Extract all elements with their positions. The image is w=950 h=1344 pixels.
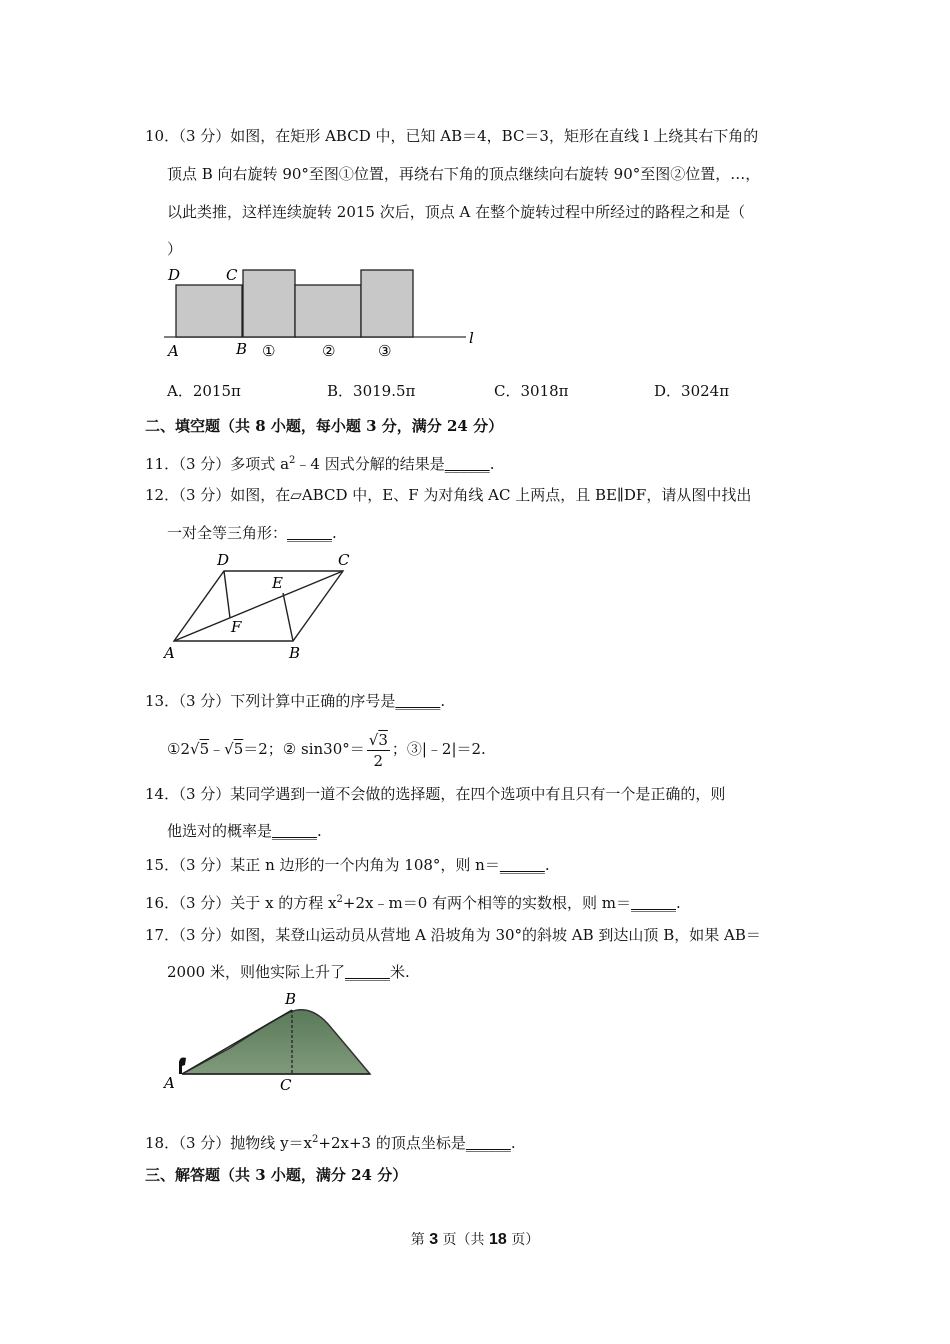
q13-line2 (167, 727, 486, 771)
sqrt-5-first: √5 (190, 740, 210, 758)
q10-line2: 顶点 B 向右旋转 90°至图①位置，再绕右下角的顶点继续向右旋转 90°至图②位置，…， (167, 165, 761, 183)
q16-text: （3 分）关于 x 的方程 x (171, 894, 337, 912)
label-l: l (469, 329, 474, 347)
q18 (145, 1130, 516, 1153)
q16 (145, 890, 681, 913)
q11-text: （3 分）多项式 a (171, 455, 290, 473)
q18-text: （3 分）抛物线 y＝x (171, 1134, 313, 1152)
fraction-sqrt3-over-2 (367, 730, 390, 771)
q18-blank: ______ (465, 1134, 511, 1152)
radicand-5: 5 (199, 740, 210, 758)
q15-number: 15． (145, 856, 180, 874)
q10-option-d: D．3024π (654, 382, 730, 400)
label-d: D (217, 551, 230, 569)
q17-mountain-figure (160, 988, 380, 1096)
label-a: A (164, 1074, 175, 1092)
q10-line4: ） (167, 240, 183, 258)
fraction-denominator: 2 (373, 751, 384, 770)
q14-blank: ______ (272, 822, 318, 840)
page-footer (0, 1229, 950, 1249)
q16-number: 16． (145, 894, 180, 912)
q15-blank: ______ (499, 856, 545, 874)
segment-be (283, 593, 293, 641)
q10-number: 10． (145, 127, 180, 145)
q16-exponent: 2 (336, 894, 343, 905)
q15-text: （3 分）某正 n 边形的一个内角为 108°，则 n＝ (171, 856, 500, 874)
rect-position-3 (361, 270, 413, 337)
label-circle-3: ③ (378, 342, 392, 360)
q17-end: 米. (389, 963, 410, 981)
q14-text-1: （3 分）某同学遇到一道不会做的选择题，在四个选项中有且只有一个是正确的，则 (171, 785, 726, 803)
q13-item2: ② sin30°＝ (282, 740, 365, 758)
q12-text-1: （3 分）如图，在▱ABCD 中，E、F 为对角线 AC 上两点，且 BE∥DF，请从图中找出 (171, 486, 752, 504)
label-a: A (164, 644, 175, 662)
label-circle-2: ② (322, 342, 336, 360)
footer-pre: 第 (410, 1232, 430, 1248)
q16-blank: ______ (631, 894, 677, 912)
fraction-numerator: √3 (368, 730, 388, 749)
q16-text-2: +2x﹣m＝0 有两个相等的实数根，则 m＝ (342, 894, 632, 912)
q13-line1 (145, 691, 445, 711)
q14-number: 14． (145, 785, 180, 803)
q15-end: . (544, 856, 550, 874)
radicand-3: 3 (378, 730, 388, 749)
q10-rectangle-figure (160, 262, 490, 367)
q12-blank: ______ (287, 524, 333, 542)
q13-item1-a: ①2 (167, 740, 190, 758)
q18-number: 18． (145, 1134, 180, 1152)
q10-option-a: A．2015π (167, 382, 241, 400)
label-a: A (168, 342, 179, 360)
rect-position-1 (243, 270, 295, 337)
q13-text: （3 分）下列计算中正确的序号是 (171, 692, 396, 710)
label-b: B (289, 644, 301, 662)
rect-abcd (176, 285, 242, 337)
q10-option-c: C．3018π (494, 382, 569, 400)
q11 (145, 451, 495, 474)
section-3-heading: 三、解答题（共 3 小题，满分 24 分） (145, 1166, 408, 1184)
segment-df (224, 571, 230, 618)
q11-blank: ______ (444, 455, 490, 473)
label-d: D (168, 266, 181, 284)
footer-total-pages: 18 (489, 1231, 507, 1248)
q17-text-2: 2000 米，则他实际上升了 (167, 963, 345, 981)
q12-line2 (167, 523, 337, 543)
q12-line1 (145, 485, 751, 505)
q13-number: 13． (145, 692, 180, 710)
q18-exponent: 2 (312, 1134, 319, 1145)
q10-option-b: B．3019.5π (327, 382, 416, 400)
q12-number: 12． (145, 486, 180, 504)
q10-line3: 以此类推，这样连续旋转 2015 次后，顶点 A 在整个旋转过程中所经过的路程之和是（ (167, 203, 746, 221)
sqrt-5-second: √5 (224, 740, 244, 758)
rect-position-2 (295, 285, 361, 337)
label-c: C (280, 1076, 292, 1094)
q14-line2 (167, 821, 322, 841)
q10-text-1: （3 分）如图，在矩形 ABCD 中，已知 AB＝4，BC＝3，矩形在直线 l 上绕其右下角的 (171, 127, 759, 145)
radicand-5b: 5 (233, 740, 244, 758)
section-2-heading: 二、填空题（共 8 小题，每小题 3 分，满分 24 分） (145, 417, 504, 435)
footer-mid: 页（共 (438, 1232, 489, 1248)
q14-text-2: 他选对的概率是 (167, 822, 273, 840)
label-e: E (272, 574, 283, 592)
q13-item3: ；③|﹣2|＝2. (391, 740, 486, 758)
footer-page-number: 3 (429, 1231, 439, 1248)
q18-text-2: +2x+3 的顶点坐标是 (318, 1134, 466, 1152)
q18-end: . (510, 1134, 516, 1152)
q13-blank: ______ (395, 692, 441, 710)
q13-end: . (440, 692, 446, 710)
q11-exponent: 2 (289, 455, 296, 466)
q11-number: 11． (145, 455, 180, 473)
minus-sign: ﹣ (209, 740, 225, 758)
q11-text-2: ﹣4 因式分解的结果是 (295, 455, 445, 473)
q15 (145, 855, 550, 875)
footer-post: 页） (506, 1232, 540, 1248)
q17-line1 (145, 925, 761, 945)
q17-number: 17． (145, 926, 180, 944)
q13-item1-b: ＝2； (243, 740, 283, 758)
q14-line1 (145, 784, 725, 804)
label-c: C (338, 551, 350, 569)
label-f: F (231, 618, 242, 636)
q11-end: . (489, 455, 495, 473)
label-b: B (285, 990, 297, 1008)
q14-end: . (317, 822, 322, 840)
q12-text-2: 一对全等三角形： (167, 524, 288, 542)
label-c: C (226, 266, 238, 284)
q12-parallelogram-figure (160, 548, 360, 663)
label-circle-1: ① (262, 342, 276, 360)
q17-blank: ______ (344, 963, 390, 981)
q17-line2 (167, 962, 410, 982)
q17-text-1: （3 分）如图，某登山运动员从营地 A 沿坡角为 30°的斜坡 AB 到达山顶 B，如果 AB＝ (171, 926, 761, 944)
label-b: B (236, 340, 248, 358)
q10-line1 (145, 126, 758, 146)
q16-end: . (676, 894, 681, 912)
q12-end: . (332, 524, 337, 542)
